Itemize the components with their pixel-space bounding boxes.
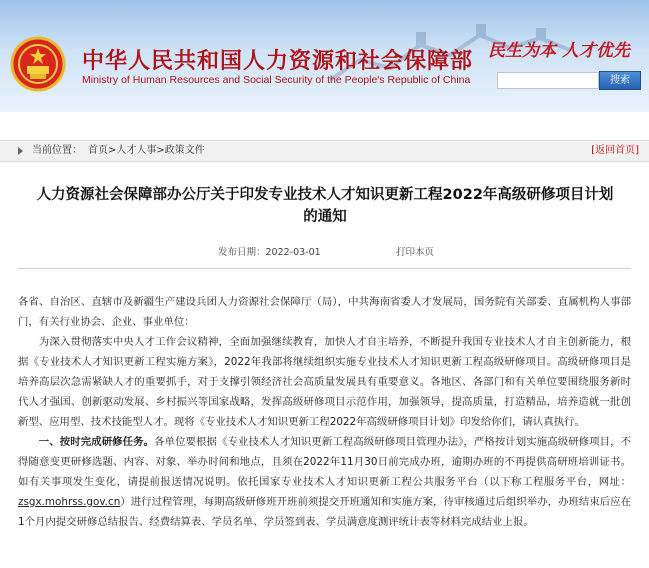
national-emblem-icon bbox=[10, 36, 66, 92]
back-home-link[interactable]: [返回首页] bbox=[591, 145, 639, 156]
article-title: 人力资源社会保障部办公厅关于印发专业技术人才知识更新工程2022年高级研修项目计划的通知 bbox=[36, 187, 614, 225]
search-input[interactable] bbox=[497, 72, 599, 89]
platform-url-link[interactable]: zsgx.mohrss.gov.cn bbox=[18, 496, 121, 508]
search-button[interactable]: 搜索 bbox=[599, 71, 641, 90]
breadcrumb-label: 当前位置： bbox=[32, 145, 82, 156]
article-body bbox=[18, 292, 631, 532]
recipients-paragraph: 各省、自治区、直辖市及新疆生产建设兵团人力资源社会保障厅（局），中共海南省委人才发展局，国务院有关部委、直属机构人事部门，有关行业协会、企业、事业单位： bbox=[18, 296, 631, 328]
site-banner bbox=[0, 0, 649, 112]
site-title-cn: 中华人民共和国人力资源和社会保障部 bbox=[82, 49, 474, 74]
intro-paragraph: 为深入贯彻落实中央人才工作会议精神，全面加强继续教育，加快人才自主培养，不断提升我国专业技术人才自主创新能力，根据《专业技术人才知识更新工程实施方案》，2022年我部将继续组织实施专业技术人才知识更新工程高级研修项目。高级研修项目是培养高层次急需紧缺人才的重要抓手，对于支撑引领经济社会高质量发展具有重要意义。各地区、各部门和有关单位要围绕服务新时代人才强国、创新驱动发展、乡村振兴等国家战略，发挥高级研修项目示范作用，加强领导，提高质量，打造精品，培养造就一批创新型、应用型、技术技能型人才。现将《专业技术人才知识更新工程2022年高级研修项目计划》印发给你们，请认真执行。 bbox=[18, 336, 631, 428]
title-divider bbox=[18, 268, 631, 269]
site-slogan: 民生为本 人才优先 bbox=[488, 41, 630, 61]
section-one-heading: 一、按时完成研修任务。 bbox=[38, 436, 155, 448]
breadcrumb-path[interactable]: 首页>人才人事>政策文件 bbox=[88, 145, 205, 156]
section-one-paragraph bbox=[18, 432, 631, 532]
print-link[interactable]: 打印本页 bbox=[396, 247, 435, 258]
publish-date: 发布日期：2022-03-01 bbox=[218, 247, 321, 258]
section-one-text-b: ）进行过程管理，每期高级研修班开班前须提交开班通知和实施方案，待审核通过后组织举办，办班结束后应在1个月内提交研修总结报告、经费结算表、学员名单、学员签到表、学员满意度测评统计表等材料完成结业上报。 bbox=[18, 496, 631, 528]
breadcrumb bbox=[0, 140, 649, 162]
site-title-en: Ministry of Human Resources and Social Security of the People's Republic of China bbox=[82, 74, 471, 86]
section-one-text-a: 各单位要根据《专业技术人才知识更新工程高级研修项目管理办法》，严格按计划实施高级研修项目，不得随意变更研修选题、内容、对象、举办时间和地点，且须在2022年11月30日前完成办班，逾期办班的不再提供高研班培训证书。如有关事项发生变化，请提前报送情况说明。依托国家专业技术人才知识更新工程公共服务平台（以下称工程服务平台，网址： bbox=[18, 436, 632, 488]
arrow-right-icon bbox=[18, 147, 23, 155]
